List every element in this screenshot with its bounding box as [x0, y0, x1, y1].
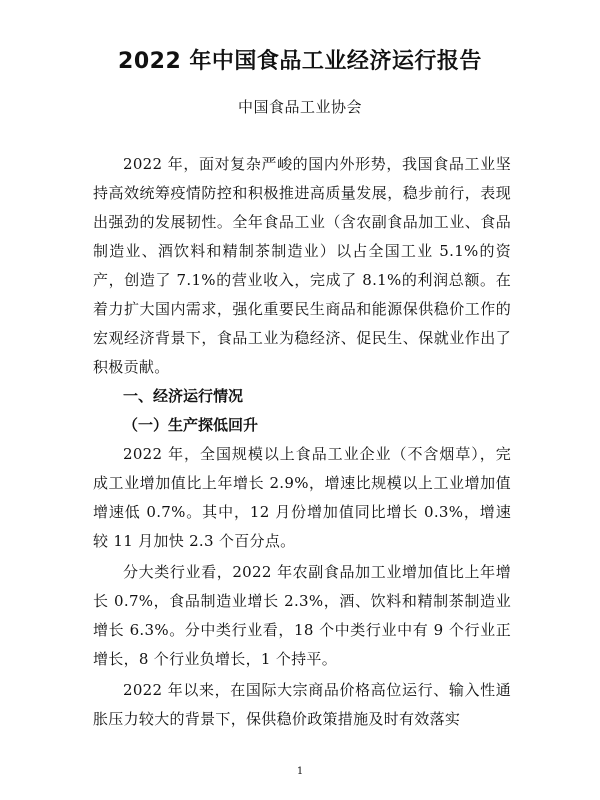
intro-paragraph: 2022 年，面对复杂严峻的国内外形势，我国食品工业坚持高效统筹疫情防控和积极推进高质量发展，稳步前行，表现出强劲的发展韧性。全年食品工业（含农副食品加工业、食品制造业、酒饮料和精制茶制造业）以占全国工业 5.1%的资产，创造了 7.1%的营业收入，完成了 8.1%的利润总额。在着力扩大国内需求，强化重要民生商品和能源保供稳价工作的宏观经济背景下，食品工业为稳经济、促民生、保就业作出了积极贡献。 — [93, 155, 511, 376]
subsection-heading-production: （一）生产探低回升 — [123, 416, 259, 434]
categories-paragraph: 分大类行业看，2022 年农副食品加工业增加值比上年增长 0.7%，食品制造业增长 2.3%，酒、饮料和精制茶制造业增长 6.3%。分中类行业看，18 个中类行业中有 9 个行业正增长，8 个行业负增长，1 个持平。 — [93, 563, 511, 668]
section-heading-economic-operation: 一、经济运行情况 — [123, 387, 244, 405]
page-number: 1 — [296, 766, 304, 777]
document-title: 2022 年中国食品工业经济运行报告 — [118, 49, 482, 74]
document-body — [93, 150, 511, 734]
prices-paragraph: 2022 年以来，在国际大宗商品价格高位运行、输入性通胀压力较大的背景下，保供稳价政策措施及时有效落实 — [93, 681, 511, 728]
production-paragraph: 2022 年，全国规模以上食品工业企业（不含烟草），完成工业增加值比上年增长 2.9%，增速比规模以上工业增加值增速低 0.7%。其中，12 月份增加值同比增长 0.3%，增速较 11 月加快 2.3 个百分点。 — [93, 445, 511, 550]
document-author: 中国食品工业协会 — [237, 98, 362, 116]
